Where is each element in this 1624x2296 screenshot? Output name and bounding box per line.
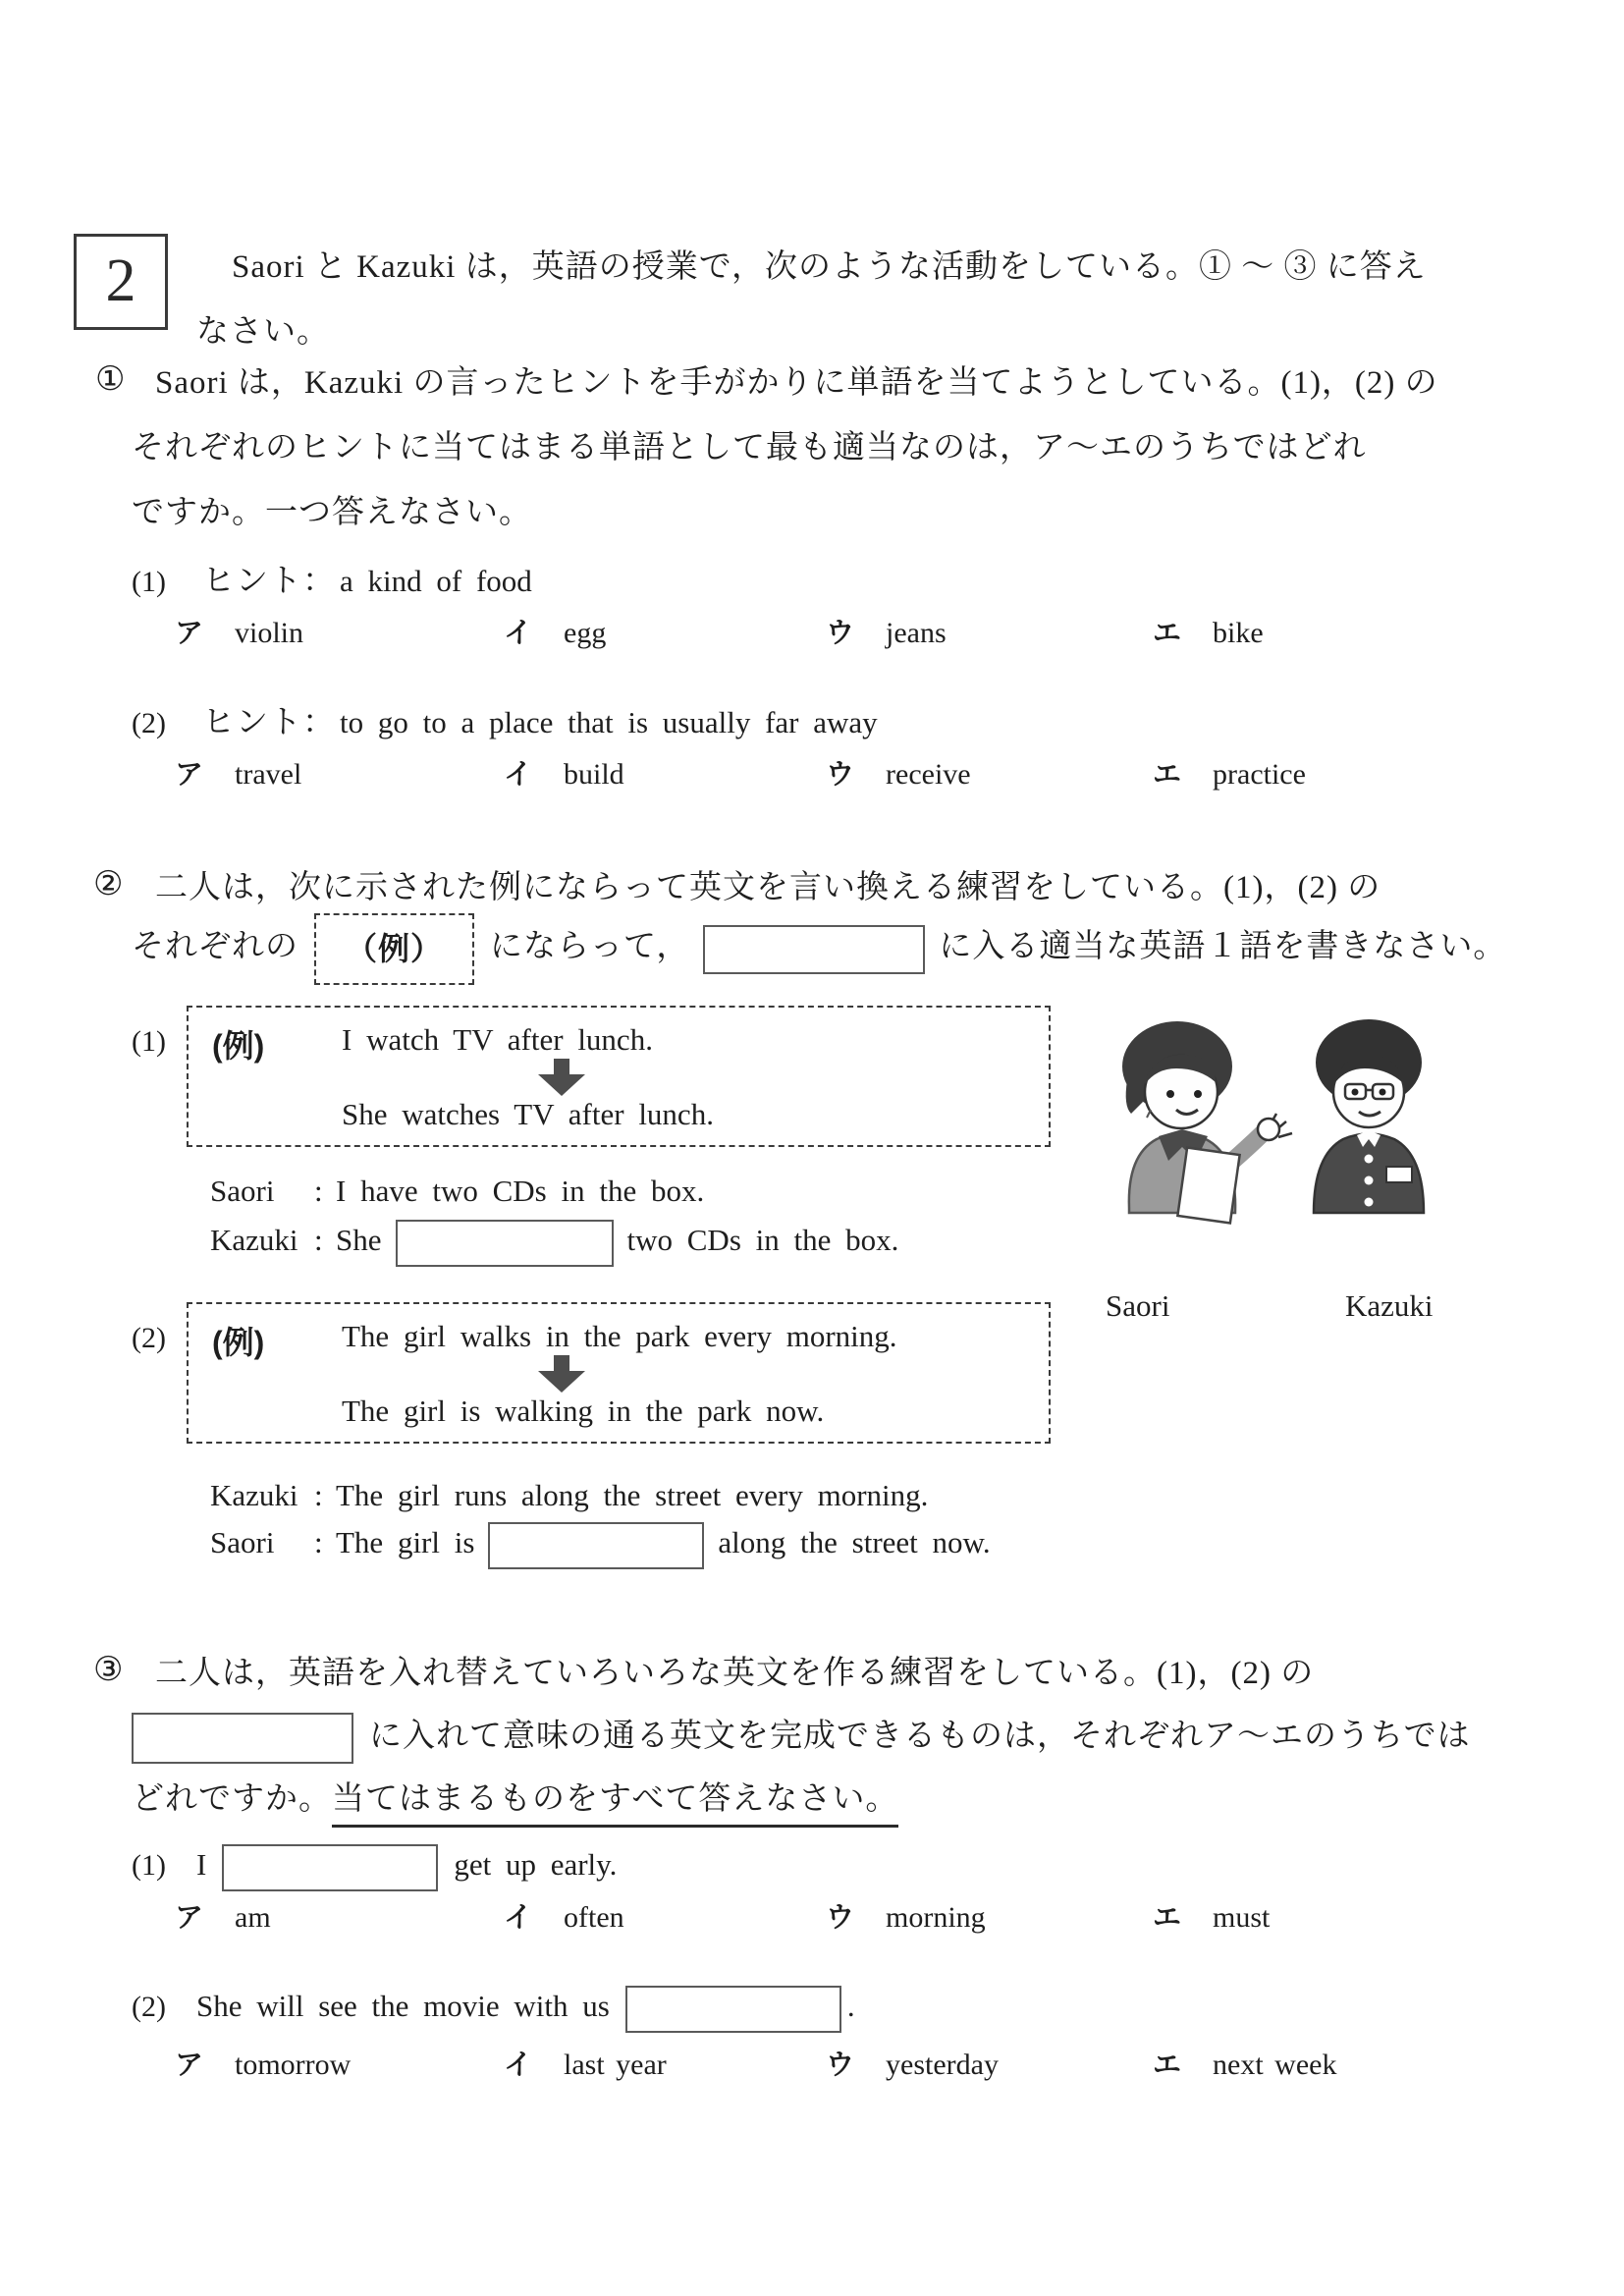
q3-line-3 [132,1777,898,1821]
q2-item1-example-label: (例) [212,1028,265,1064]
sentence-post: get up early. [454,1847,618,1883]
q3-item2-sentence [132,1986,855,2033]
choice-kana: ウ [826,759,855,791]
q3-marker: ③ [93,1652,124,1688]
answer-blank-q2-1 [396,1220,614,1267]
q3-line-2-text: に入れて意味の通る英文を完成できるものは，それぞれア～エのうちでは [369,1719,1471,1754]
students-illustration [1066,1011,1479,1279]
choice-word: tomorrow [235,2049,352,2081]
q2-marker: ② [93,866,124,902]
choice-kana: ウ [826,618,855,649]
choice-kana: エ [1153,2050,1182,2081]
q2-item1-sentence-after: She watches TV after lunch. [342,1097,714,1131]
choice-b [504,611,606,651]
q1-item1-hint-label: ヒント： [202,564,336,599]
down-arrow-icon [530,1059,593,1096]
choice-kana: ウ [826,1902,855,1934]
q2-item1-dialog-a [210,1171,704,1212]
speaker-name: Saori [210,1525,275,1560]
choice-d [1153,752,1306,793]
choice-word: must [1213,1901,1271,1934]
dialog-colon: : [314,1223,323,1258]
choice-d [1153,1895,1270,1936]
q1-marker: ① [95,361,126,398]
saori-label: Saori [1106,1288,1170,1323]
q2-item1-sentence-before: I watch TV after lunch. [342,1022,653,1057]
choice-a [175,1895,271,1936]
sentence-pre: I [196,1847,207,1883]
kazuki-label: Kazuki [1345,1288,1434,1323]
choice-kana: イ [504,1902,533,1934]
q2-item2-sentence-after: The girl is walking in the park now. [342,1394,825,1428]
sentence-post: . [846,1989,855,2024]
choice-word: next week [1213,2049,1337,2081]
dialog-text-pre: She [336,1223,382,1258]
answer-blank-sample [703,925,925,974]
choice-c [826,1895,986,1936]
choice-a [175,611,303,651]
choice-kana: イ [504,2050,533,2081]
kazuki-figure [1314,1019,1424,1213]
choice-kana: ア [175,759,204,791]
choice-word: jeans [886,617,947,649]
dialog-text: The girl runs along the street every morning. [336,1478,929,1512]
choice-b [504,2043,667,2083]
q2-item2-number: (2) [132,1322,166,1354]
q2-item2-dialog-a [210,1475,928,1516]
q1-item2-hint-label: ヒント： [202,705,336,740]
choice-word: bike [1213,617,1264,649]
choice-kana: エ [1153,618,1182,649]
choice-a [175,2043,351,2083]
down-arrow-icon [530,1355,593,1393]
q1-line-2: それぞれのヒントに当てはまる単語として最も適当なのは，ア～エのうちではどれ [132,430,1367,465]
q3-item2-choices [0,2043,1624,2088]
q3-line-3-underlined: 当てはまるものをすべて答えなさい。 [332,1781,898,1828]
q1-item1-hint-text: a kind of food [340,564,532,598]
section-number-box [74,234,168,330]
choice-a [175,752,301,793]
choice-word: morning [886,1901,986,1934]
choice-word: violin [235,617,304,649]
choice-kana: イ [504,618,533,649]
answer-blank-sample-q3 [132,1713,353,1764]
answer-blank-q3-2 [625,1986,841,2033]
choice-word: travel [235,758,302,791]
q1-item2-hint-line [132,701,878,744]
q2-line-2-pre: それぞれの [132,929,298,965]
q2-item2-dialog-b [210,1522,991,1569]
section-number: 2 [105,247,136,314]
choice-c [826,752,971,793]
dialog-text-post: two CDs in the box. [626,1223,899,1258]
q1-line-3: ですか。一つ答えなさい。 [132,495,532,530]
q3-line-1: 二人は，英語を入れ替えていろいろな英文を作る練習をしている。(1)，(2) の [155,1656,1315,1691]
choice-c [826,611,947,651]
q3-item1-sentence [132,1844,617,1891]
choice-kana: ア [175,2050,204,2081]
choice-word: often [564,1901,624,1934]
q2-item1-dialog-b [210,1220,898,1267]
intro-line-2: なさい。 [196,314,330,350]
dialog-text: I have two CDs in the box. [336,1174,705,1208]
q3-line-2 [132,1707,1471,1766]
q2-item1-example-box [187,1006,1051,1147]
q1-item2-number: (2) [132,707,166,739]
choice-c [826,2043,999,2083]
q1-item2-hint-text: to go to a place that is usually far away [340,705,878,739]
example-label-box [314,913,474,985]
choice-word: egg [564,617,607,649]
q1-line-1: Saori は，Kazuki の言ったヒントを手がかりに単語を当てようとしている。(1)，(2) の [155,365,1438,401]
q2-item2-sentence-before: The girl walks in the park every morning. [342,1319,897,1353]
choice-kana: イ [504,759,533,791]
answer-blank-q2-2 [488,1522,704,1569]
q2-line-1: 二人は，次に示された例にならって英文を言い換える練習をしている。(1)，(2) の [155,870,1381,905]
example-label: （例） [346,931,444,966]
intro-line-1: Saori と Kazuki は，英語の授業で，次のような活動をしている。① ～ ③ に答え [232,249,1427,285]
q1-item2-choices [0,752,1624,797]
saori-figure [1122,1021,1292,1223]
choice-kana: エ [1153,1902,1182,1934]
q2-item2-example-box [187,1302,1051,1444]
q3-item2-number: (2) [132,1991,166,2024]
speaker-name: Kazuki [210,1478,298,1512]
choice-word: practice [1213,758,1306,791]
choice-kana: ウ [826,2050,855,2081]
answer-blank-q3-1 [222,1844,438,1891]
q2-line-2-mid: にならって， [490,929,690,965]
q1-item1-hint-line [132,560,532,603]
q2-line-2-post: に入る適当な英語１語を書きなさい。 [939,929,1507,965]
dialog-colon: : [314,1478,323,1512]
sentence-pre: She will see the movie with us [196,1989,610,2024]
choice-word: last year [564,2049,667,2081]
q2-item2-example-label: (例) [212,1325,265,1360]
choice-kana: エ [1153,759,1182,791]
choice-b [504,752,624,793]
q3-line-3-pre: どれですか。 [132,1781,332,1817]
q1-item1-number: (1) [132,566,166,598]
dialog-colon: : [314,1174,323,1208]
choice-word: yesterday [886,2049,999,2081]
q2-item1-number: (1) [132,1025,166,1058]
dialog-text-pre: The girl is [336,1525,475,1560]
speaker-name: Kazuki [210,1223,298,1258]
choice-word: receive [886,758,971,791]
speaker-name: Saori [210,1174,275,1208]
q3-item1-choices [0,1895,1624,1941]
dialog-colon: : [314,1525,323,1560]
q2-line-2 [132,913,1506,985]
dialog-text-post: along the street now. [718,1525,991,1560]
choice-d [1153,2043,1336,2083]
choice-kana: ア [175,1902,204,1934]
choice-word: am [235,1901,271,1934]
choice-kana: ア [175,618,204,649]
choice-d [1153,611,1264,651]
q1-item1-choices [0,611,1624,656]
choice-word: build [564,758,624,791]
q3-item1-number: (1) [132,1849,166,1883]
choice-b [504,1895,624,1936]
